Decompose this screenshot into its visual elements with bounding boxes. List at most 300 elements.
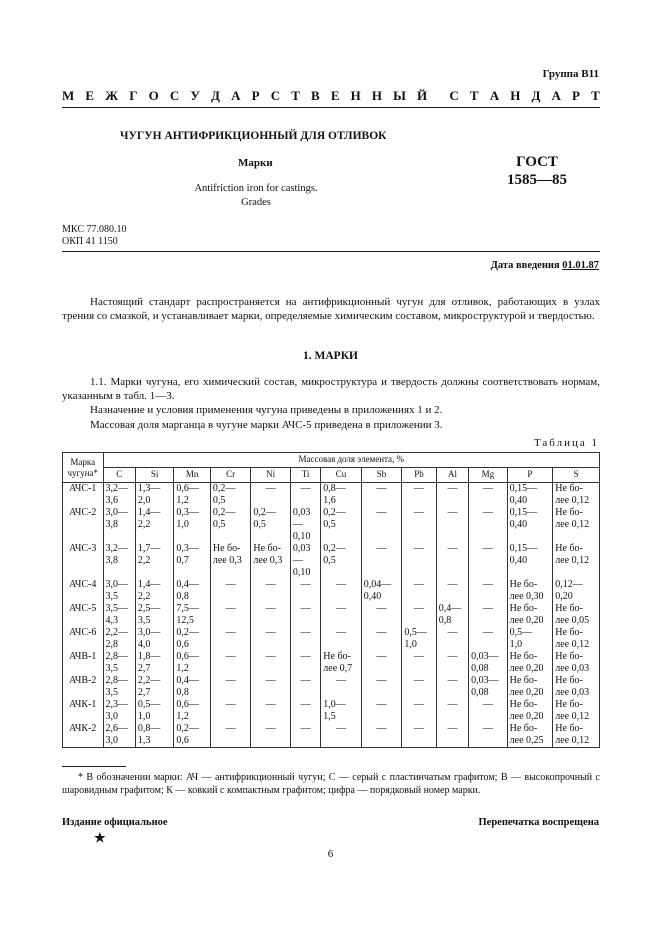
value-line: 0,2— xyxy=(176,723,199,734)
element-group-header: Массовая доля элемента, % xyxy=(103,453,599,468)
value-line: 0,15— xyxy=(509,543,538,554)
value-line: — xyxy=(336,603,347,614)
value-line: 0,10 xyxy=(292,531,311,542)
value-line: 2,2 xyxy=(137,591,151,602)
table-row xyxy=(63,483,600,508)
value-cell xyxy=(135,627,173,651)
value-cell xyxy=(321,675,362,699)
value-cell xyxy=(251,507,291,543)
value-line: 3,8 xyxy=(105,519,119,530)
value-line xyxy=(471,615,504,627)
value-line: 1,0 xyxy=(404,639,417,650)
value-line xyxy=(471,495,504,507)
value-line: — xyxy=(300,723,311,734)
value-line: 0,40 xyxy=(509,555,528,566)
composition-table xyxy=(62,452,600,748)
value-line xyxy=(471,735,504,747)
value-line: 1,4— xyxy=(137,507,161,518)
value-cell xyxy=(321,543,362,579)
value-cell xyxy=(321,651,362,675)
value-line: 0,4— xyxy=(176,579,199,590)
value-cell xyxy=(361,627,402,651)
value-line: 0,40 xyxy=(509,519,528,530)
value-line: 3,5 xyxy=(105,591,119,602)
value-line: 0,6— xyxy=(176,651,199,662)
value-line: — xyxy=(225,579,236,590)
banner-letter: Р xyxy=(251,88,260,103)
value-line xyxy=(323,591,359,603)
value-line: 0,12— xyxy=(555,579,583,590)
value-cell xyxy=(469,723,507,748)
value-cell xyxy=(174,483,210,508)
value-cell xyxy=(210,483,251,508)
value-line: 1,0 xyxy=(176,519,189,530)
value-line: 1,0— xyxy=(323,699,346,710)
document-subtitle: Марки xyxy=(238,157,273,169)
value-line: 3,8 xyxy=(105,555,119,566)
value-line: — xyxy=(376,483,387,494)
value-line: — xyxy=(336,579,347,590)
value-cell xyxy=(135,543,173,579)
value-line xyxy=(213,687,249,699)
banner-letter: В xyxy=(311,88,320,103)
value-line: 0,6 xyxy=(176,639,189,650)
value-line: — xyxy=(376,507,387,518)
value-cell xyxy=(210,507,251,543)
value-cell xyxy=(103,723,135,748)
value-cell xyxy=(507,675,553,699)
value-line xyxy=(253,663,288,675)
value-cell xyxy=(553,723,600,748)
value-line xyxy=(404,687,433,699)
element-header: Si xyxy=(135,468,173,483)
value-line xyxy=(404,591,433,603)
value-line: 0,2— xyxy=(176,627,199,638)
value-cell xyxy=(402,507,436,543)
value-line: — xyxy=(300,699,311,710)
value-line: Не бо- xyxy=(509,579,538,590)
value-cell xyxy=(436,651,468,675)
element-header: S xyxy=(553,468,600,483)
value-line: Не бо- xyxy=(555,543,583,554)
value-line: 2,6— xyxy=(105,723,129,734)
value-cell xyxy=(469,675,507,699)
value-cell xyxy=(553,543,600,579)
star-mark: ★ xyxy=(94,830,106,845)
value-line: 4,3 xyxy=(105,615,119,626)
value-line: 3,0 xyxy=(105,735,119,746)
value-line: 0,3— xyxy=(176,543,199,554)
value-line: 0,5 xyxy=(253,519,266,530)
value-cell xyxy=(402,723,436,748)
banner-letter: С xyxy=(449,88,459,103)
value-line xyxy=(213,615,249,627)
value-line: лее 0,12 xyxy=(555,495,590,506)
value-cell xyxy=(553,603,600,627)
value-line xyxy=(439,591,466,603)
value-line: — xyxy=(265,627,276,638)
element-header: Cr xyxy=(210,468,251,483)
value-line: лее 0,20 xyxy=(509,663,544,674)
value-cell xyxy=(507,507,553,543)
value-cell xyxy=(135,675,173,699)
value-line xyxy=(439,663,466,675)
value-cell xyxy=(553,483,600,508)
value-cell xyxy=(436,627,468,651)
value-line: — xyxy=(447,723,458,734)
value-cell xyxy=(210,723,251,748)
value-cell xyxy=(402,543,436,579)
value-line: — xyxy=(414,543,425,554)
value-cell xyxy=(135,651,173,675)
mks-code: МКС 77.080.10 xyxy=(62,224,127,235)
value-line xyxy=(213,663,249,675)
value-line: 1,0 xyxy=(137,711,151,722)
value-cell xyxy=(469,627,507,651)
value-line: лее 0,12 xyxy=(555,639,590,650)
value-line: — xyxy=(447,483,458,494)
value-line: — xyxy=(482,699,493,710)
document-title: ЧУГУН АНТИФРИКЦИОННЫЙ ДЛЯ ОТЛИВОК xyxy=(120,130,387,142)
banner-letter: Н xyxy=(350,88,361,103)
value-line xyxy=(471,555,504,567)
value-line: 2,5— xyxy=(137,603,161,614)
value-cell xyxy=(103,603,135,627)
grade-cell: АЧС-6 xyxy=(63,627,104,651)
value-line xyxy=(439,555,466,567)
top-rule xyxy=(62,107,600,108)
value-cell xyxy=(103,483,135,508)
value-line: 0,8 xyxy=(438,615,452,626)
value-cell xyxy=(507,699,553,723)
value-cell xyxy=(251,723,291,748)
value-cell xyxy=(553,651,600,675)
paragraph-appendix: Назначение и условия применения чугуна приведены в приложениях 1 и 2. xyxy=(90,404,443,416)
value-line: 3,5 xyxy=(105,687,119,698)
value-line: — xyxy=(376,723,387,734)
value-line: 3,2— xyxy=(105,483,129,494)
value-cell xyxy=(174,723,210,748)
value-line: 0,4— xyxy=(176,675,199,686)
value-line: 2,8— xyxy=(105,651,129,662)
value-line: 0,2— xyxy=(253,507,276,518)
value-cell xyxy=(321,507,362,543)
table-row xyxy=(63,651,600,675)
value-line: лее 0,03 xyxy=(555,663,590,674)
value-line: — xyxy=(265,483,276,494)
value-line: 0,5 xyxy=(323,555,336,566)
value-line: 2,3— xyxy=(105,699,129,710)
banner-letter: Ы xyxy=(393,88,406,103)
element-header: Ti xyxy=(290,468,320,483)
value-line: 3,5 xyxy=(137,615,151,626)
value-cell xyxy=(436,483,468,508)
value-cell xyxy=(553,675,600,699)
value-cell xyxy=(210,579,251,603)
value-line: — xyxy=(265,651,276,662)
value-cell xyxy=(210,651,251,675)
value-cell xyxy=(290,579,320,603)
value-cell xyxy=(290,603,320,627)
value-line: лее 0,7 xyxy=(323,663,353,674)
grade-cell: АЧК-2 xyxy=(63,723,104,748)
value-line: 0,6— xyxy=(176,699,199,710)
value-line: 2,7 xyxy=(137,687,151,698)
table-row xyxy=(63,627,600,651)
value-line xyxy=(213,639,249,651)
value-line: 0,5— xyxy=(404,627,427,638)
value-line xyxy=(439,639,466,651)
value-line: — xyxy=(414,603,425,614)
value-cell xyxy=(436,543,468,579)
value-line: лее 0,05 xyxy=(555,615,590,626)
value-line: — xyxy=(414,579,425,590)
value-cell xyxy=(210,675,251,699)
element-header: Sb xyxy=(361,468,402,483)
value-cell xyxy=(210,699,251,723)
paragraph-1-1: 1.1. Марки чугуна, его химический состав, микроструктура и твердость должны соответствовать нормам, указанным в табл. 1—3. xyxy=(62,376,600,402)
value-line: 0,4— xyxy=(438,603,462,614)
value-cell xyxy=(469,483,507,508)
value-line xyxy=(364,735,400,747)
value-cell xyxy=(361,699,402,723)
footnote: * В обозначении марки: АЧ — антифрикционный чугун; С — серый с пластинчатым графитом; В — высокопрочный с шаровидным графитом; К — ковкий с компактным графитом; цифра — порядковый номер марки. xyxy=(62,772,600,796)
value-line: 3,0— xyxy=(105,507,129,518)
value-line xyxy=(439,519,466,531)
value-cell xyxy=(507,723,553,748)
value-line: 3,2— xyxy=(105,543,129,554)
value-cell xyxy=(436,579,468,603)
value-line xyxy=(293,615,318,627)
value-line: 0,2— xyxy=(212,483,236,494)
value-cell xyxy=(174,579,210,603)
value-line xyxy=(364,639,400,651)
value-line xyxy=(439,687,466,699)
value-cell xyxy=(507,603,553,627)
element-header: Ni xyxy=(251,468,291,483)
value-cell xyxy=(251,627,291,651)
value-line: 0,08 xyxy=(471,663,489,674)
paragraph-manganese: Массовая доля марганца в чугуне марки АЧС-5 приведена в приложении 3. xyxy=(90,419,443,431)
value-cell xyxy=(361,483,402,508)
value-line xyxy=(323,735,359,747)
reprint-notice: Перепечатка воспрещена xyxy=(478,817,599,828)
value-cell xyxy=(553,699,600,723)
table-row xyxy=(63,543,600,579)
value-cell xyxy=(361,723,402,748)
banner-letter: Т xyxy=(291,88,300,103)
value-line: лее 0,30 xyxy=(509,591,544,602)
english-title: Antifriction iron for castings. Grades xyxy=(194,183,318,208)
value-line xyxy=(213,591,249,603)
value-line: лее 0,12 xyxy=(555,711,590,722)
value-line: Не бо- xyxy=(555,723,583,734)
value-line: 0,5— xyxy=(137,699,161,710)
value-line: — xyxy=(414,483,425,494)
value-cell xyxy=(321,483,362,508)
section-heading: 1. МАРКИ xyxy=(303,350,358,362)
value-line: 12,5 xyxy=(176,615,194,626)
value-cell xyxy=(135,507,173,543)
value-line: — xyxy=(482,483,493,494)
table-row xyxy=(63,603,600,627)
classification-codes xyxy=(62,224,126,248)
value-cell xyxy=(553,507,600,543)
banner-letter: Д xyxy=(211,88,220,103)
value-line: — xyxy=(447,579,458,590)
value-line: 2,8— xyxy=(105,675,129,686)
value-line: — xyxy=(376,699,387,710)
value-cell xyxy=(290,651,320,675)
value-cell xyxy=(103,543,135,579)
value-line: Не бо- xyxy=(323,651,351,662)
value-line: 3,0— xyxy=(137,627,161,638)
value-line xyxy=(213,711,249,723)
official-edition: Издание официальное xyxy=(62,817,168,828)
intro-paragraph: Настоящий стандарт распространяется на антифрикционный чугун для отливок, работающих в узлах трения со смазкой, и устанавливает марки, определяемые химическим составом, микроструктурой и твердостью. xyxy=(62,296,600,322)
value-line: — xyxy=(300,627,311,638)
value-line: 0,2— xyxy=(323,543,346,554)
value-line xyxy=(364,711,400,723)
value-line xyxy=(404,555,433,567)
value-line: 0,8— xyxy=(137,723,161,734)
value-line: лее 0,12 xyxy=(555,519,590,530)
header-rule xyxy=(62,251,600,252)
banner-letter: У xyxy=(190,88,200,103)
value-line xyxy=(404,663,433,675)
value-line: 0,10 xyxy=(292,567,311,578)
value-cell xyxy=(290,675,320,699)
value-line: — xyxy=(225,699,236,710)
value-line xyxy=(253,687,288,699)
value-line: Не бо- xyxy=(509,675,538,686)
value-line: 7,5— xyxy=(176,603,199,614)
banner-letter: Е xyxy=(85,88,95,103)
value-line: — xyxy=(300,483,311,494)
value-line: 2,7 xyxy=(137,663,151,674)
value-line: 0,40 xyxy=(363,591,382,602)
value-line xyxy=(293,735,318,747)
value-line: 0,5— xyxy=(509,627,533,638)
value-cell xyxy=(290,483,320,508)
banner-letter: А xyxy=(551,88,561,103)
value-cell xyxy=(361,603,402,627)
value-cell xyxy=(361,675,402,699)
value-line: — xyxy=(265,579,276,590)
value-line xyxy=(404,735,433,747)
grade-cell: АЧК-1 xyxy=(63,699,104,723)
value-line xyxy=(439,735,466,747)
value-cell xyxy=(507,483,553,508)
value-cell xyxy=(251,699,291,723)
value-line xyxy=(323,687,359,699)
gost-designation: ГОСТ 1585—85 xyxy=(507,154,567,188)
value-line: 0,8 xyxy=(176,687,189,698)
element-header: Pb xyxy=(402,468,436,483)
value-cell xyxy=(290,627,320,651)
value-cell xyxy=(361,579,402,603)
value-line: лее 0,20 xyxy=(509,687,544,698)
value-line: 3,5 xyxy=(105,663,119,674)
banner-letter: Т xyxy=(591,88,600,103)
value-line: Не бо- xyxy=(253,543,281,554)
grade-cell: АЧС-3 xyxy=(63,543,104,579)
value-cell xyxy=(321,579,362,603)
value-line: Не бо- xyxy=(555,675,583,686)
value-cell xyxy=(402,675,436,699)
value-cell xyxy=(174,675,210,699)
value-line xyxy=(323,615,359,627)
group-code: Группа В11 xyxy=(542,68,599,80)
value-line: 0,03— xyxy=(292,543,311,566)
value-line: — xyxy=(447,627,458,638)
value-line: — xyxy=(265,699,276,710)
value-cell xyxy=(103,699,135,723)
value-cell xyxy=(469,651,507,675)
value-line: 3,0— xyxy=(105,579,129,590)
value-line: — xyxy=(482,627,493,638)
value-line: — xyxy=(376,543,387,554)
value-line: 1,2 xyxy=(176,711,189,722)
value-line: 0,04— xyxy=(363,579,392,590)
value-cell xyxy=(210,603,251,627)
element-header: Cu xyxy=(321,468,362,483)
value-line: — xyxy=(336,675,347,686)
value-cell xyxy=(210,543,251,579)
element-header: Al xyxy=(436,468,468,483)
value-line xyxy=(213,735,249,747)
mark-column-header: Марка чугуна* xyxy=(63,453,104,483)
value-line xyxy=(439,495,466,507)
value-cell xyxy=(507,543,553,579)
value-line: лее 0,12 xyxy=(555,555,590,566)
value-line: — xyxy=(265,603,276,614)
value-line xyxy=(253,615,288,627)
value-line: лее 0,3 xyxy=(212,555,242,566)
value-line: 0,5 xyxy=(323,519,336,530)
value-line xyxy=(293,639,318,651)
value-line: — xyxy=(447,651,458,662)
value-cell xyxy=(469,603,507,627)
okp-code: ОКП 41 1150 xyxy=(62,236,118,247)
banner-letter: Д xyxy=(531,88,541,103)
value-line xyxy=(293,711,318,723)
value-line: Не бо- xyxy=(509,723,538,734)
intro-date: Дата введения 01.01.87 xyxy=(490,260,599,271)
value-line: — xyxy=(225,651,236,662)
value-line: лее 0,12 xyxy=(555,735,590,746)
value-cell xyxy=(251,675,291,699)
grade-cell: АЧВ-2 xyxy=(63,675,104,699)
table-label: Таблица 1 xyxy=(533,437,599,449)
table-row xyxy=(63,675,600,699)
value-cell xyxy=(436,507,468,543)
value-cell xyxy=(469,543,507,579)
value-line: 2,0 xyxy=(137,495,151,506)
banner-letter: Е xyxy=(330,88,340,103)
value-line: лее 0,20 xyxy=(509,711,544,722)
value-line: 1,7— xyxy=(137,543,161,554)
value-line: — xyxy=(225,627,236,638)
value-line: лее 0,25 xyxy=(509,735,544,746)
value-line: — xyxy=(336,627,347,638)
value-cell xyxy=(321,627,362,651)
value-line: 0,20 xyxy=(555,591,573,602)
value-line xyxy=(471,639,504,651)
value-line: — xyxy=(265,675,276,686)
value-cell xyxy=(135,483,173,508)
value-line: — xyxy=(482,579,493,590)
